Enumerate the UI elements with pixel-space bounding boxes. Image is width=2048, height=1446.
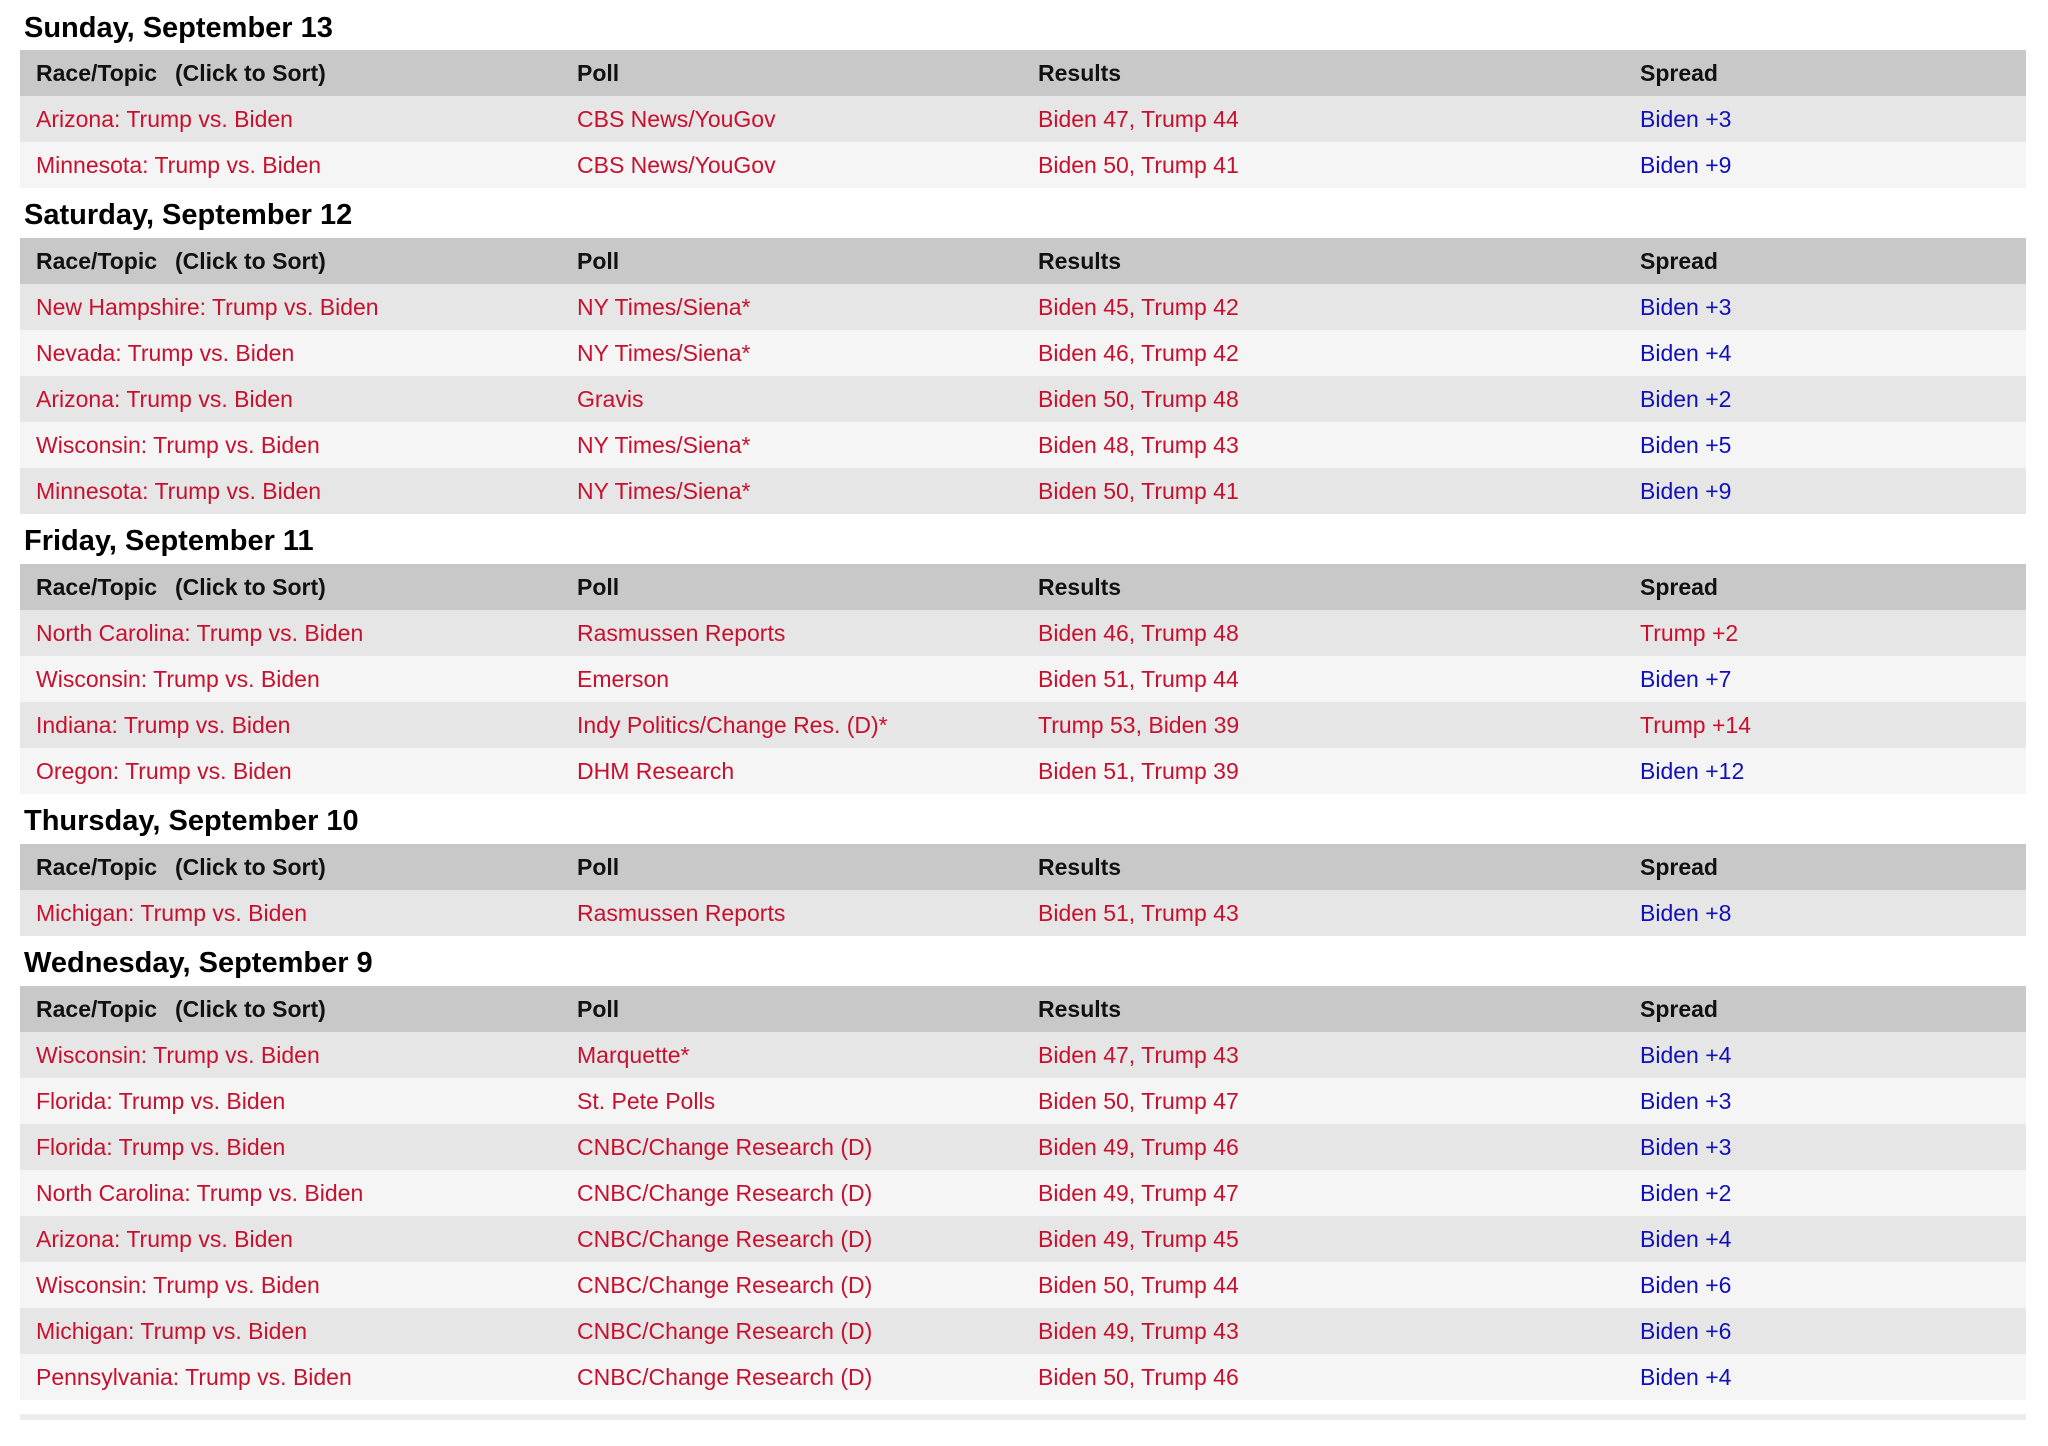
- results-link[interactable]: Trump 53, Biden 39: [1022, 702, 1624, 748]
- poll-link[interactable]: CBS News/YouGov: [561, 142, 1022, 188]
- poll-link[interactable]: St. Pete Polls: [561, 1078, 1022, 1124]
- polls-table: [20, 50, 2026, 188]
- spread-value: Biden +3: [1624, 1124, 2026, 1170]
- results-link[interactable]: Biden 50, Trump 46: [1022, 1354, 1624, 1400]
- results-column-header[interactable]: Results: [1022, 844, 1624, 890]
- poll-link[interactable]: Rasmussen Reports: [561, 610, 1022, 656]
- poll-link[interactable]: CNBC/Change Research (D): [561, 1216, 1022, 1262]
- spread-value: Biden +6: [1624, 1262, 2026, 1308]
- poll-link[interactable]: CNBC/Change Research (D): [561, 1124, 1022, 1170]
- race-column-label: Race/Topic: [36, 59, 157, 86]
- table-header-row: [20, 50, 2026, 96]
- race-column-header[interactable]: [20, 844, 561, 890]
- spread-value: Biden +4: [1624, 1216, 2026, 1262]
- poll-link[interactable]: Indy Politics/Change Res. (D)*: [561, 702, 1022, 748]
- results-link[interactable]: Biden 50, Trump 41: [1022, 468, 1624, 514]
- spread-value: Biden +3: [1624, 284, 2026, 330]
- table-row: [20, 284, 2026, 330]
- table-row: [20, 422, 2026, 468]
- poll-link[interactable]: CBS News/YouGov: [561, 96, 1022, 142]
- race-link[interactable]: Wisconsin: Trump vs. Biden: [20, 422, 561, 468]
- poll-link[interactable]: CNBC/Change Research (D): [561, 1170, 1022, 1216]
- table-row: [20, 468, 2026, 514]
- race-link[interactable]: Wisconsin: Trump vs. Biden: [20, 656, 561, 702]
- polls-table: [20, 564, 2026, 794]
- spread-value: Biden +2: [1624, 376, 2026, 422]
- sort-hint[interactable]: (Click to Sort): [175, 573, 326, 600]
- table-row: [20, 656, 2026, 702]
- race-column-header[interactable]: [20, 238, 561, 284]
- spread-value: Biden +3: [1624, 1078, 2026, 1124]
- spread-value: Biden +9: [1624, 142, 2026, 188]
- spread-value: Biden +8: [1624, 890, 2026, 936]
- spread-value: Trump +14: [1624, 702, 2026, 748]
- race-link[interactable]: Florida: Trump vs. Biden: [20, 1124, 561, 1170]
- results-link[interactable]: Biden 51, Trump 43: [1022, 890, 1624, 936]
- spread-value: Biden +7: [1624, 656, 2026, 702]
- spread-value: Biden +2: [1624, 1170, 2026, 1216]
- race-link[interactable]: Nevada: Trump vs. Biden: [20, 330, 561, 376]
- sort-hint[interactable]: (Click to Sort): [175, 995, 326, 1022]
- poll-link[interactable]: CNBC/Change Research (D): [561, 1354, 1022, 1400]
- poll-link[interactable]: CNBC/Change Research (D): [561, 1308, 1022, 1354]
- poll-link[interactable]: NY Times/Siena*: [561, 330, 1022, 376]
- day-section: [20, 794, 2026, 936]
- poll-column-header[interactable]: Poll: [561, 844, 1022, 890]
- spread-value: Biden +4: [1624, 330, 2026, 376]
- race-link[interactable]: Arizona: Trump vs. Biden: [20, 96, 561, 142]
- day-section: [20, 936, 2026, 1400]
- table-header-row: [20, 238, 2026, 284]
- results-column-header[interactable]: Results: [1022, 50, 1624, 96]
- table-row: [20, 96, 2026, 142]
- poll-link[interactable]: NY Times/Siena*: [561, 284, 1022, 330]
- race-link[interactable]: Minnesota: Trump vs. Biden: [20, 468, 561, 514]
- poll-link[interactable]: Emerson: [561, 656, 1022, 702]
- table-row: [20, 1124, 2026, 1170]
- table-row: [20, 890, 2026, 936]
- spread-column-header[interactable]: Spread: [1624, 564, 2026, 610]
- table-row: [20, 376, 2026, 422]
- poll-link[interactable]: DHM Research: [561, 748, 1022, 794]
- spread-value: Biden +4: [1624, 1354, 2026, 1400]
- table-row: [20, 1078, 2026, 1124]
- race-link[interactable]: North Carolina: Trump vs. Biden: [20, 1170, 561, 1216]
- sort-hint[interactable]: (Click to Sort): [175, 853, 326, 880]
- race-link[interactable]: Michigan: Trump vs. Biden: [20, 1308, 561, 1354]
- results-link[interactable]: Biden 48, Trump 43: [1022, 422, 1624, 468]
- results-column-header[interactable]: Results: [1022, 986, 1624, 1032]
- poll-column-header[interactable]: Poll: [561, 238, 1022, 284]
- results-column-header[interactable]: Results: [1022, 564, 1624, 610]
- race-link[interactable]: Wisconsin: Trump vs. Biden: [20, 1262, 561, 1308]
- results-column-header[interactable]: Results: [1022, 238, 1624, 284]
- race-link[interactable]: Arizona: Trump vs. Biden: [20, 376, 561, 422]
- spread-value: Trump +2: [1624, 610, 2026, 656]
- results-link[interactable]: Biden 49, Trump 45: [1022, 1216, 1624, 1262]
- day-section: [20, 514, 2026, 794]
- race-link[interactable]: Wisconsin: Trump vs. Biden: [20, 1032, 561, 1078]
- day-heading: Friday, September 11: [24, 525, 314, 557]
- table-row: [20, 702, 2026, 748]
- race-column-label: Race/Topic: [36, 573, 157, 600]
- race-link[interactable]: Michigan: Trump vs. Biden: [20, 890, 561, 936]
- table-row: [20, 1262, 2026, 1308]
- race-link[interactable]: New Hampshire: Trump vs. Biden: [20, 284, 561, 330]
- spread-value: Biden +4: [1624, 1032, 2026, 1078]
- poll-link[interactable]: NY Times/Siena*: [561, 422, 1022, 468]
- table-row: [20, 748, 2026, 794]
- poll-link[interactable]: Gravis: [561, 376, 1022, 422]
- spread-column-header[interactable]: Spread: [1624, 238, 2026, 284]
- spread-column-header[interactable]: Spread: [1624, 50, 2026, 96]
- race-link[interactable]: Arizona: Trump vs. Biden: [20, 1216, 561, 1262]
- race-column-label: Race/Topic: [36, 853, 157, 880]
- sort-hint[interactable]: (Click to Sort): [175, 247, 326, 274]
- results-link[interactable]: Biden 50, Trump 41: [1022, 142, 1624, 188]
- race-column-header[interactable]: [20, 564, 561, 610]
- poll-link[interactable]: Rasmussen Reports: [561, 890, 1022, 936]
- results-link[interactable]: Biden 51, Trump 44: [1022, 656, 1624, 702]
- race-link[interactable]: Minnesota: Trump vs. Biden: [20, 142, 561, 188]
- poll-link[interactable]: CNBC/Change Research (D): [561, 1262, 1022, 1308]
- day-heading: Thursday, September 10: [24, 805, 359, 837]
- poll-column-header[interactable]: Poll: [561, 50, 1022, 96]
- results-link[interactable]: Biden 50, Trump 47: [1022, 1078, 1624, 1124]
- race-column-header[interactable]: [20, 986, 561, 1032]
- table-header-row: [20, 564, 2026, 610]
- table-row: [20, 1170, 2026, 1216]
- results-link[interactable]: Biden 49, Trump 46: [1022, 1124, 1624, 1170]
- table-row: [20, 1354, 2026, 1400]
- poll-column-header[interactable]: Poll: [561, 986, 1022, 1032]
- table-row: [20, 610, 2026, 656]
- results-link[interactable]: Biden 50, Trump 44: [1022, 1262, 1624, 1308]
- spread-value: Biden +6: [1624, 1308, 2026, 1354]
- spread-column-header[interactable]: Spread: [1624, 844, 2026, 890]
- spread-value: Biden +12: [1624, 748, 2026, 794]
- race-column-label: Race/Topic: [36, 247, 157, 274]
- table-row: [20, 1216, 2026, 1262]
- results-link[interactable]: Biden 51, Trump 39: [1022, 748, 1624, 794]
- polls-table: [20, 844, 2026, 936]
- table-header-row: [20, 844, 2026, 890]
- results-link[interactable]: Biden 46, Trump 48: [1022, 610, 1624, 656]
- results-link[interactable]: Biden 49, Trump 47: [1022, 1170, 1624, 1216]
- race-column-header[interactable]: [20, 50, 561, 96]
- race-link[interactable]: North Carolina: Trump vs. Biden: [20, 610, 561, 656]
- results-link[interactable]: Biden 47, Trump 44: [1022, 96, 1624, 142]
- results-link[interactable]: Biden 50, Trump 48: [1022, 376, 1624, 422]
- spread-column-header[interactable]: Spread: [1624, 986, 2026, 1032]
- day-heading: Wednesday, September 9: [24, 947, 373, 979]
- race-column-label: Race/Topic: [36, 995, 157, 1022]
- day-heading: Saturday, September 12: [24, 199, 353, 231]
- race-link[interactable]: Pennsylvania: Trump vs. Biden: [20, 1354, 561, 1400]
- results-link[interactable]: Biden 49, Trump 43: [1022, 1308, 1624, 1354]
- race-link[interactable]: Indiana: Trump vs. Biden: [20, 702, 561, 748]
- race-link[interactable]: Florida: Trump vs. Biden: [20, 1078, 561, 1124]
- table-row: [20, 1032, 2026, 1078]
- day-section: [20, 188, 2026, 514]
- spread-value: Biden +5: [1624, 422, 2026, 468]
- polls-table: [20, 986, 2026, 1400]
- table-header-row: [20, 986, 2026, 1032]
- poll-link[interactable]: Marquette*: [561, 1032, 1022, 1078]
- race-link[interactable]: Oregon: Trump vs. Biden: [20, 748, 561, 794]
- day-heading: Sunday, September 13: [24, 12, 333, 44]
- bottom-divider: [20, 1414, 2026, 1420]
- spread-value: Biden +9: [1624, 468, 2026, 514]
- day-section: [20, 0, 2026, 188]
- poll-column-header[interactable]: Poll: [561, 564, 1022, 610]
- polls-table: [20, 238, 2026, 514]
- sort-hint[interactable]: (Click to Sort): [175, 59, 326, 86]
- spread-value: Biden +3: [1624, 96, 2026, 142]
- results-link[interactable]: Biden 47, Trump 43: [1022, 1032, 1624, 1078]
- poll-link[interactable]: NY Times/Siena*: [561, 468, 1022, 514]
- table-row: [20, 142, 2026, 188]
- results-link[interactable]: Biden 46, Trump 42: [1022, 330, 1624, 376]
- results-link[interactable]: Biden 45, Trump 42: [1022, 284, 1624, 330]
- table-row: [20, 330, 2026, 376]
- table-row: [20, 1308, 2026, 1354]
